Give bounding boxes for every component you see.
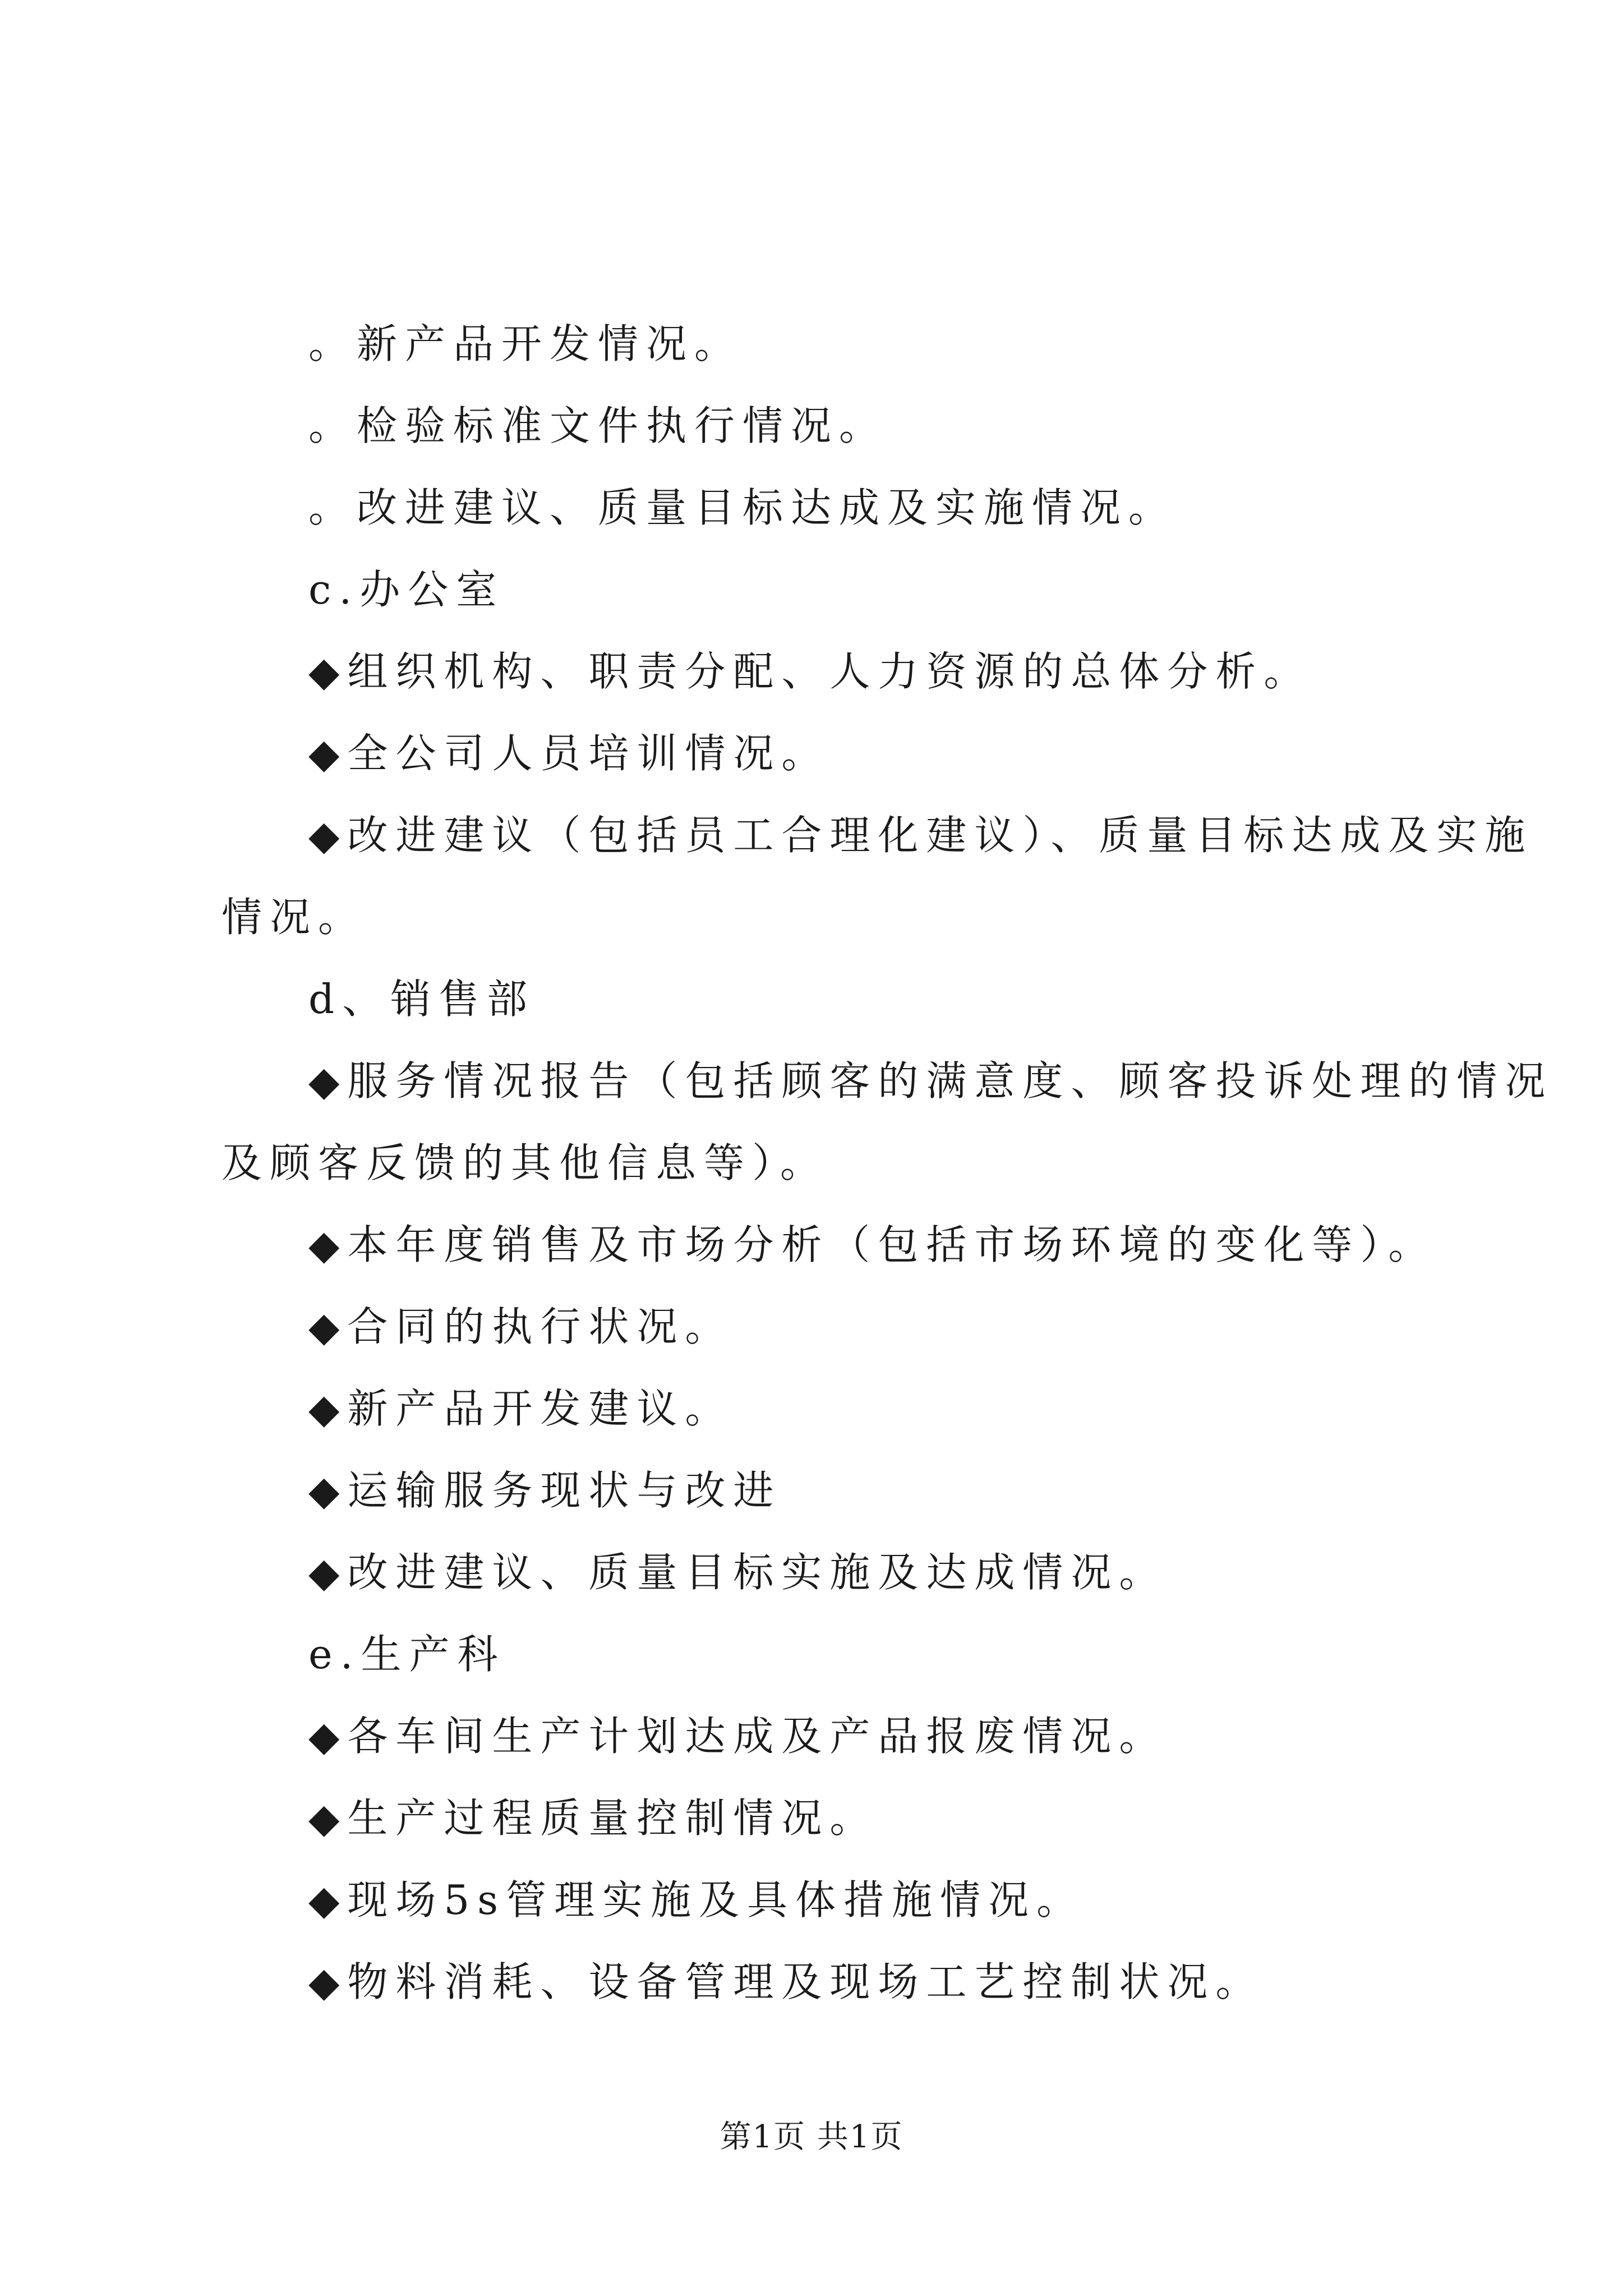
text-line: 。改进建议、质量目标达成及实施情况。 <box>308 484 1177 531</box>
bullet-item: ◆合同的执行状况。 <box>308 1303 734 1350</box>
bullet-item: ◆现场5s管理实施及具体措施情况。 <box>308 1876 1085 1924</box>
bullet-item-continuation: 及顾客反馈的其他信息等）。 <box>222 1139 829 1186</box>
bullet-item-continuation: 情况。 <box>222 894 367 941</box>
bullet-item: ◆全公司人员培训情况。 <box>308 730 830 777</box>
section-heading: c.办公室 <box>308 566 505 613</box>
bullet-item: ◆服务情况报告（包括顾客的满意度、顾客投诉处理的情况 <box>308 1057 1553 1105</box>
bullet-item: ◆新产品开发建议。 <box>308 1385 734 1432</box>
text-line: 。检验标准文件执行情况。 <box>308 402 888 449</box>
bullet-item: ◆各车间生产计划达成及产品报废情况。 <box>308 1713 1168 1760</box>
bullet-item: ◆生产过程质量控制情况。 <box>308 1795 878 1842</box>
bullet-item: ◆运输服务现状与改进 <box>308 1467 782 1514</box>
section-heading: d、销售部 <box>308 976 536 1023</box>
bullet-item: ◆改进建议、质量目标实施及达成情况。 <box>308 1549 1168 1596</box>
document-body <box>222 303 1553 2023</box>
text-line: 。新产品开发情况。 <box>308 320 743 367</box>
page-footer <box>0 2115 1623 2160</box>
bullet-item: ◆本年度销售及市场分析（包括市场环境的变化等）。 <box>308 1221 1437 1268</box>
bullet-item: ◆物料消耗、设备管理及现场工艺控制状况。 <box>308 1958 1264 2005</box>
page-number: 第1页 共1页 <box>720 2119 903 2155</box>
bullet-item: ◆改进建议（包括员工合理化建议）、质量目标达成及实施 <box>308 812 1533 859</box>
section-heading: e.生产科 <box>308 1631 506 1678</box>
bullet-item: ◆组织机构、职责分配、人力资源的总体分析。 <box>308 648 1312 695</box>
